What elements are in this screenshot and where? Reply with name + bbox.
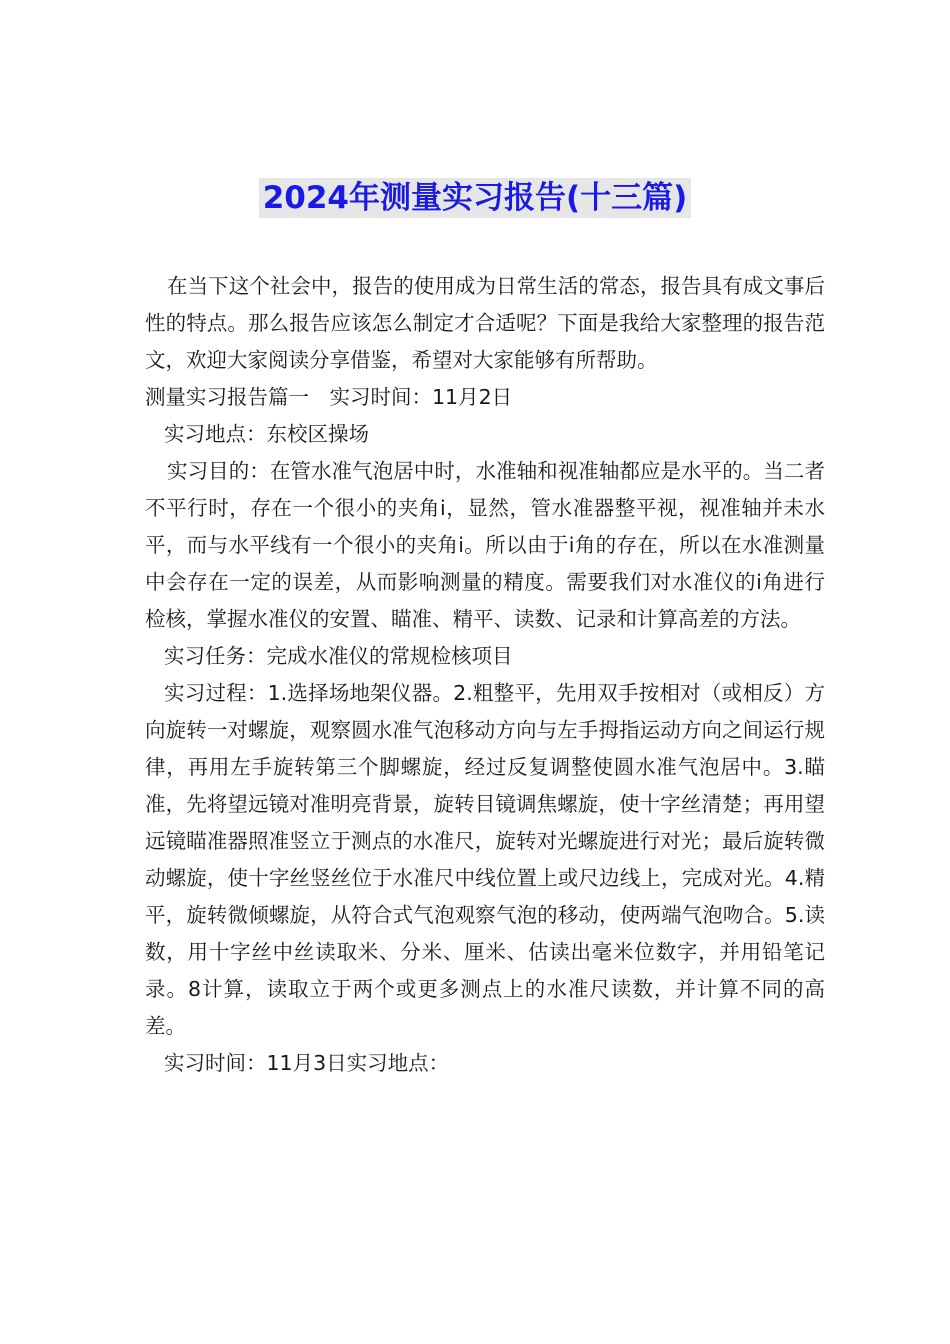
intro-paragraph: 在当下这个社会中，报告的使用成为日常生活的常态，报告具有成文事后性的特点。那么报告应该怎么制定才合适呢？下面是我给大家整理的报告范文，欢迎大家阅读分享借鉴，希望对大家能够有所帮助。 [145, 274, 825, 372]
title-container [0, 178, 950, 218]
next-time-paragraph: 实习时间：11月3日实习地点： [164, 1051, 450, 1075]
document-body [145, 268, 825, 1082]
section-one-heading: 测量实习报告篇一 实习时间：11月2日 [145, 385, 513, 409]
task-paragraph: 实习任务：完成水准仪的常规检核项目 [164, 644, 513, 668]
process-paragraph: 实习过程：1.选择场地架仪器。2.粗整平，先用双手按相对（或相反）方向旋转一对螺旋，观察圆水准气泡移动方向与左手拇指运动方向之间运行规律，再用左手旋转第三个脚螺旋，经过反复调整使圆水准气泡居中。3.瞄准，先将望远镜对准明亮背景，旋转目镜调焦螺旋，使十字丝清楚；再用望远镜瞄准器照准竖立于测点的水准尺，旋转对光螺旋进行对光；最后旋转微动螺旋，使十字丝竖丝位于水准尺中线位置上或尺边线上，完成对光。4.精平，旋转微倾螺旋，从符合式气泡观察气泡的移动，使两端气泡吻合。5.读数，用十字丝中丝读取米、分米、厘米、估读出毫米位数字，并用铅笔记录。8计算，读取立于两个或更多测点上的水准尺读数，并计算不同的高差。 [145, 681, 825, 1038]
location-paragraph: 实习地点：东校区操场 [164, 422, 369, 446]
document-title: 2024年测量实习报告(十三篇) [259, 178, 692, 218]
purpose-paragraph: 实习目的：在管水准气泡居中时，水准轴和视准轴都应是水平的。当二者不平行时，存在一个很小的夹角i，显然，管水准器整平视，视准轴并未水平，而与水平线有一个很小的夹角i。所以由于i角的存在，所以在水准测量中会存在一定的误差，从而影响测量的精度。需要我们对水准仪的i角进行检核，掌握水准仪的安置、瞄准、精平、读数、记录和计算高差的方法。 [145, 459, 825, 631]
